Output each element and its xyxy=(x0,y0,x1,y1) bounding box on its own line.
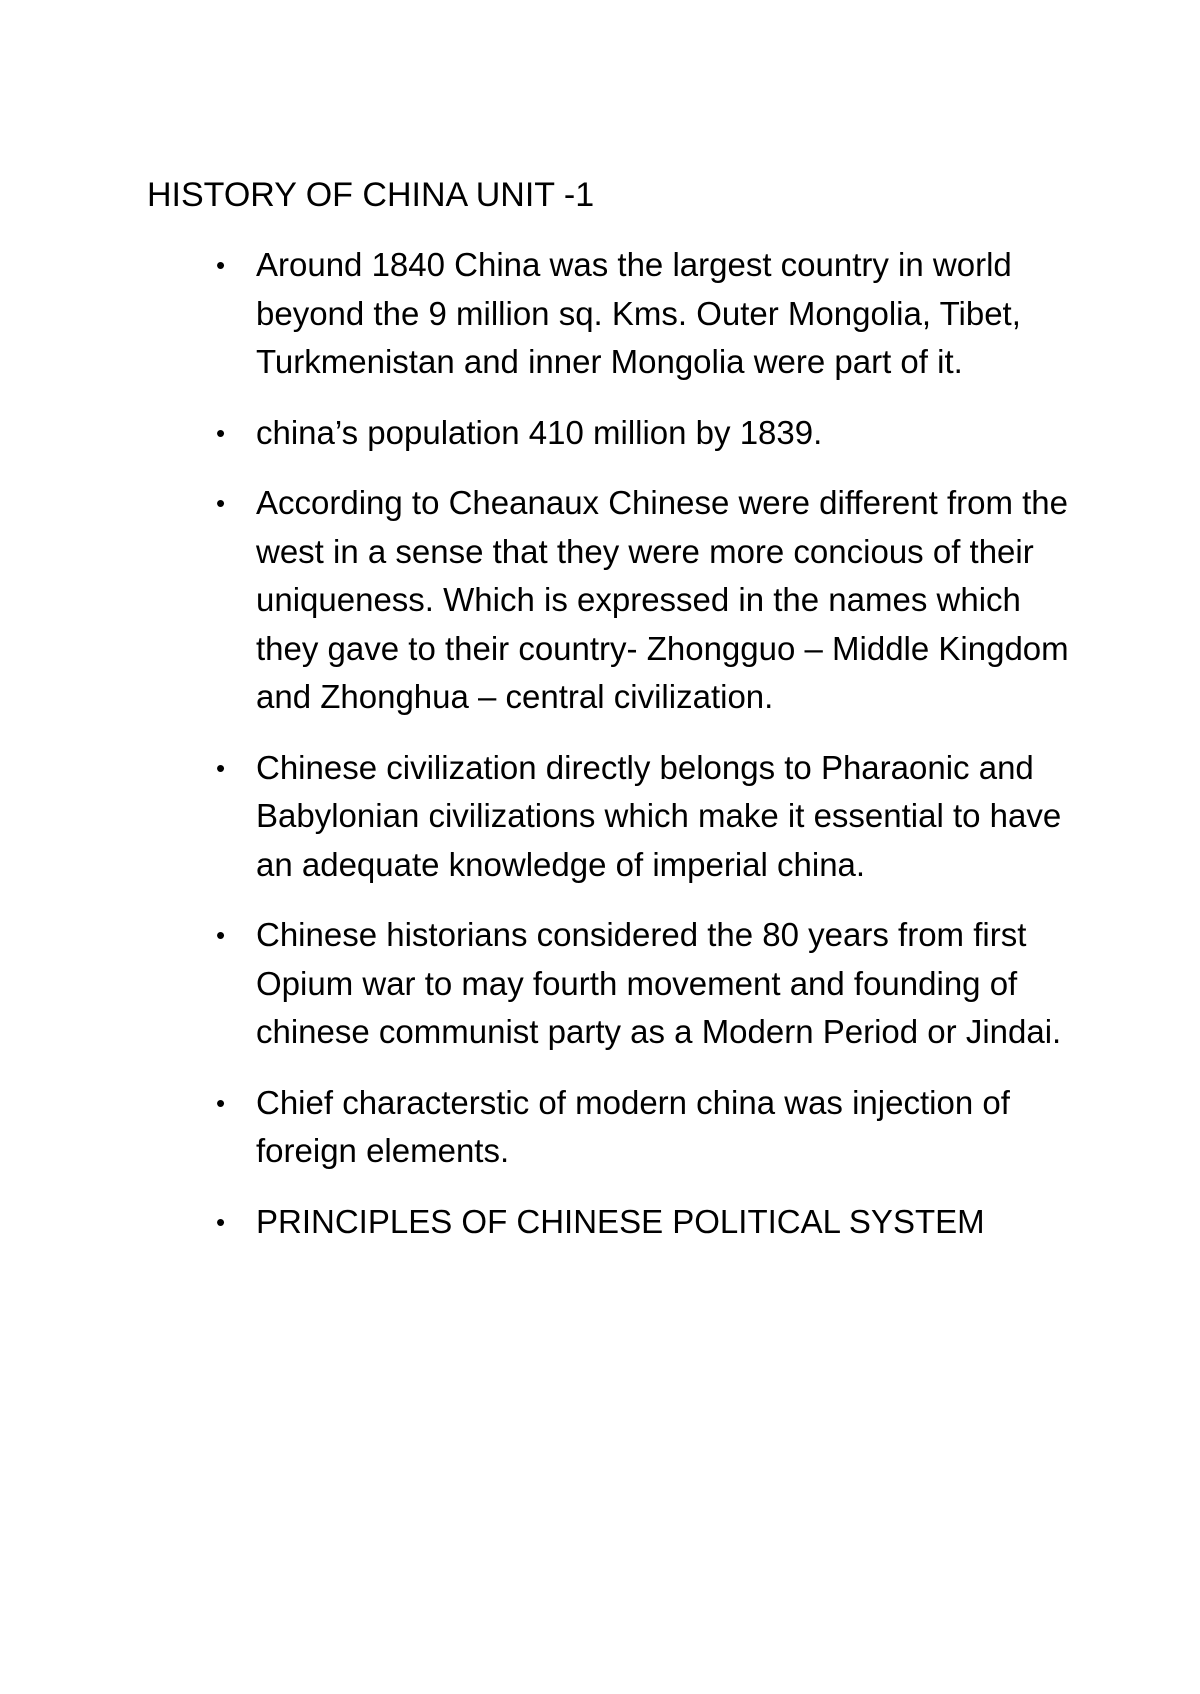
bullet-list xyxy=(0,241,1200,1268)
bullet-item xyxy=(0,409,1076,458)
bullet-text: Around 1840 China was the largest country in world beyond the 9 million sq. Kms. Outer Mongolia, Tibet, Turkmenistan and inner Mongolia were part of it. xyxy=(256,246,1021,380)
bullet-text: According to Cheanaux Chinese were different from the west in a sense that they were more concious of their uniqueness. Which is expressed in the names which they gave to their country- Zhongguo – Middle Kingdom and Zhonghua – central civilization. xyxy=(256,484,1069,715)
bullet-item xyxy=(0,744,1076,890)
bullet-icon: • xyxy=(216,1087,226,1118)
bullet-text: Chief characterstic of modern china was injection of foreign elements. xyxy=(256,1083,1010,1169)
bullet-icon: • xyxy=(216,250,226,280)
document-title: HISTORY OF CHINA UNIT -1 xyxy=(147,176,595,214)
bullet-text: china’s population 410 million by 1839. xyxy=(256,413,823,451)
bullet-item xyxy=(0,479,1076,722)
bullet-text: Chinese civilization directly belongs to Pharaonic and Babylonian civilizations which make it essential to have an adequate knowledge of imperial china. xyxy=(256,748,1062,883)
bullet-icon: • xyxy=(216,417,226,448)
bullet-icon: • xyxy=(216,488,226,518)
bullet-item xyxy=(0,911,1076,1057)
bullet-text: PRINCIPLES OF CHINESE POLITICAL SYSTEM xyxy=(256,1202,985,1240)
bullet-icon: • xyxy=(216,920,226,950)
bullet-item xyxy=(0,1198,1076,1247)
bullet-text: Chinese historians considered the 80 years from first Opium war to may fourth movement and founding of chinese communist party as a Modern Period or Jindai. xyxy=(256,916,1062,1050)
bullet-icon: • xyxy=(216,1206,226,1237)
bullet-item xyxy=(0,1079,1076,1176)
bullet-item xyxy=(0,241,1076,387)
bullet-icon: • xyxy=(216,752,226,783)
